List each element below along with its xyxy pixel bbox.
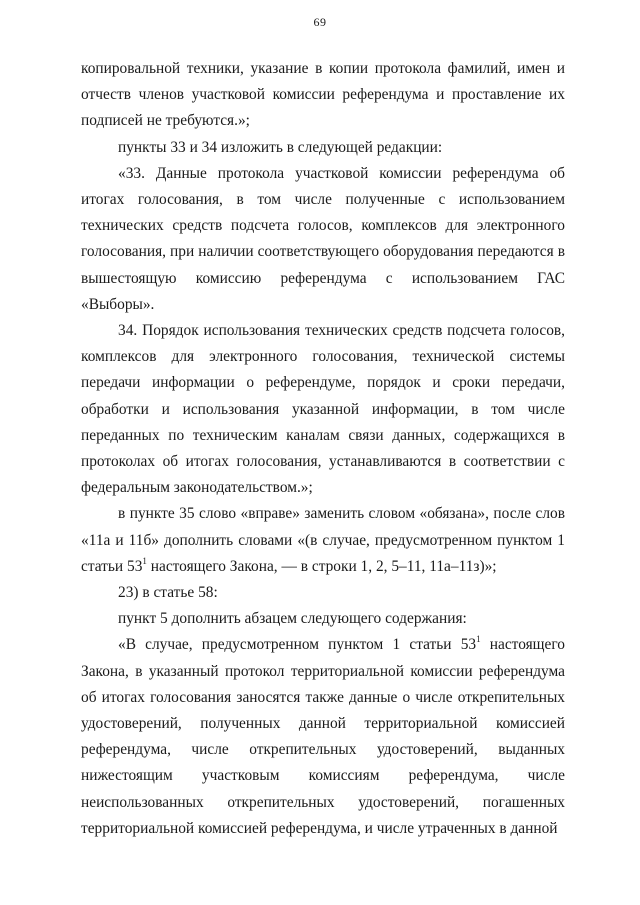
text-segment: в пункте 35 слово «вправе» заменить словом «обязана», после слов «11а и 11б» дополнить словами «(в случае, предусмотренном пунктом 1 статьи 53 xyxy=(81,505,565,575)
text-segment: настоящего Закона, — в строки 1, 2, 5–11, 11а–11з)»; xyxy=(146,557,497,575)
text-segment: 34. Порядок использования технических средств подсчета голосов, комплексов для электронного голосования, технической системы передачи информации о референдуме, порядок и сроки передачи, обработки и использования указанной информации, в том числе переданных по техническим каналам связи данных, содержащихся в протоколах об итогах голосования, устанавливаются в соответствии с федеральным законодательством.»; xyxy=(81,322,565,497)
paragraph xyxy=(81,135,565,161)
paragraph xyxy=(81,632,565,842)
paragraph xyxy=(81,161,565,318)
superscript: 1 xyxy=(476,634,481,645)
text-segment: «В случае, предусмотренном пунктом 1 статьи 53 xyxy=(118,636,477,654)
text-segment: пункты 33 и 34 изложить в следующей редакции: xyxy=(118,138,443,156)
paragraph xyxy=(81,606,565,632)
paragraph xyxy=(81,56,565,135)
text-segment: «33. Данные протокола участковой комиссии референдума об итогах голосования, в том числе полученные с использованием технических средств подсчета голосов, комплексов для электронного голосования, при наличии соответствующего оборудования передаются в вышестоящую комиссию референдума с использованием ГАС «Выборы». xyxy=(81,164,565,313)
text-segment: настоящего Закона, в указанный протокол территориальной комиссии референдума об итогах голосования заносятся также данные о числе открепительных удостоверений, полученных данной территориальной комиссией референдума, числе открепительных удостоверений, выданных нижестоящим участковым комиссиям референдума, числе неиспользованных открепительных удостоверений, погашенных территориальной комиссией референдума, и числе утраченных в данной xyxy=(81,636,565,837)
page-number: 69 xyxy=(313,15,327,29)
text-segment: пункт 5 дополнить абзацем следующего содержания: xyxy=(118,610,467,628)
text-segment: копировальной техники, указание в копии протокола фамилий, имен и отчеств членов участковой комиссии референдума и проставление их подписей не требуются.»; xyxy=(81,60,565,130)
text-segment: 23) в статье 58: xyxy=(118,584,218,602)
paragraph xyxy=(81,501,565,580)
document-body xyxy=(81,56,565,842)
paragraph xyxy=(81,580,565,606)
superscript: 1 xyxy=(142,555,147,566)
paragraph xyxy=(81,318,565,501)
